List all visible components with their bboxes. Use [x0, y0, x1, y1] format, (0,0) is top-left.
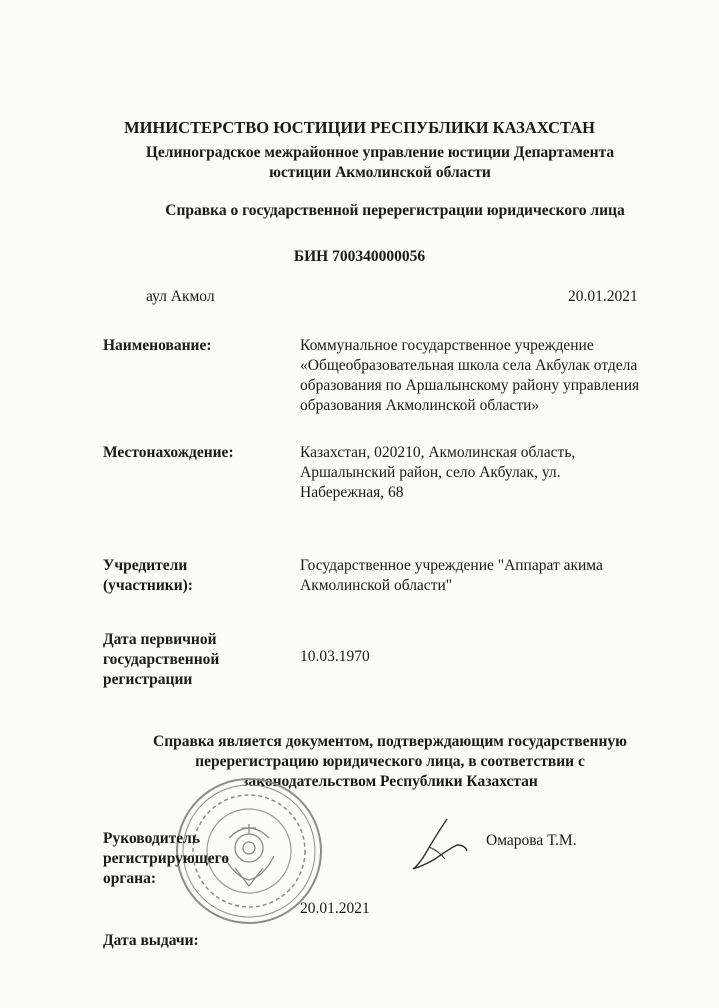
name-label: Наименование: [103, 337, 212, 354]
department-heading [100, 143, 660, 183]
founders-label [103, 556, 193, 596]
first-registration-label-line-1: Дата первичной [103, 631, 217, 648]
signer-name: Омарова Т.М. [486, 832, 577, 849]
name-value-line-2: «Общеобразовательная школа села Акбулак отдела [300, 357, 638, 374]
place-of-issue: аул Акмол [146, 288, 215, 305]
name-value-line-4: образования Акмолинской области» [300, 397, 540, 414]
founders-value-line-1: Государственное учреждение "Аппарат акима [300, 557, 603, 574]
document-date: 20.01.2021 [568, 288, 638, 305]
signature-icon [405, 815, 475, 875]
head-label-line-1: Руководитель [103, 830, 201, 847]
department-line-1: Целиноградское межрайонное управление юстиции Департамента [145, 144, 615, 161]
location-value-line-1: Казахстан, 020210, Акмолинская область, [300, 444, 576, 461]
bin-number: БИН 700340000056 [293, 248, 426, 265]
location-value [300, 443, 670, 503]
head-label [103, 829, 229, 889]
founders-label-line-2: (участники): [103, 577, 193, 594]
name-value-line-1: Коммунальное государственное учреждение [300, 337, 594, 354]
location-value-line-3: Набережная, 68 [300, 484, 404, 501]
founders-value [300, 556, 670, 596]
ministry-heading: МИНИСТЕРСТВО ЮСТИЦИИ РЕСПУБЛИКИ КАЗАХСТАН [124, 118, 595, 137]
legal-note-line-2: перерегистрацию юридического лица, в соответствии с [195, 753, 585, 770]
head-label-line-2: регистрирующего [103, 850, 230, 867]
document-title: Справка о государственной перерегистрации юридического лица [165, 202, 625, 219]
location-label: Местонахождение: [103, 444, 234, 461]
location-value-line-2: Аршалынский район, село Акбулак, ул. [300, 464, 561, 481]
name-value-line-3: образования по Аршалынскому району управления [300, 377, 640, 394]
head-label-line-3: органа: [103, 870, 157, 887]
legal-note-line-1: Справка является документом, подтверждающим государственную [153, 733, 627, 750]
founders-label-line-1: Учредители [103, 557, 188, 574]
issue-date: 20.01.2021 [300, 900, 370, 917]
issue-date-label: Дата выдачи: [103, 932, 199, 949]
first-registration-label [103, 630, 219, 690]
first-registration-label-line-3: регистрации [103, 671, 193, 688]
department-line-2: юстиции Акмолинской области [269, 164, 491, 181]
first-registration-date: 10.03.1970 [300, 648, 370, 665]
name-value [300, 336, 670, 416]
legal-note-line-3: законодательством Республики Казахстан [242, 773, 538, 790]
founders-value-line-2: Акмолинской области" [300, 577, 453, 594]
first-registration-label-line-2: государственной [103, 651, 220, 668]
